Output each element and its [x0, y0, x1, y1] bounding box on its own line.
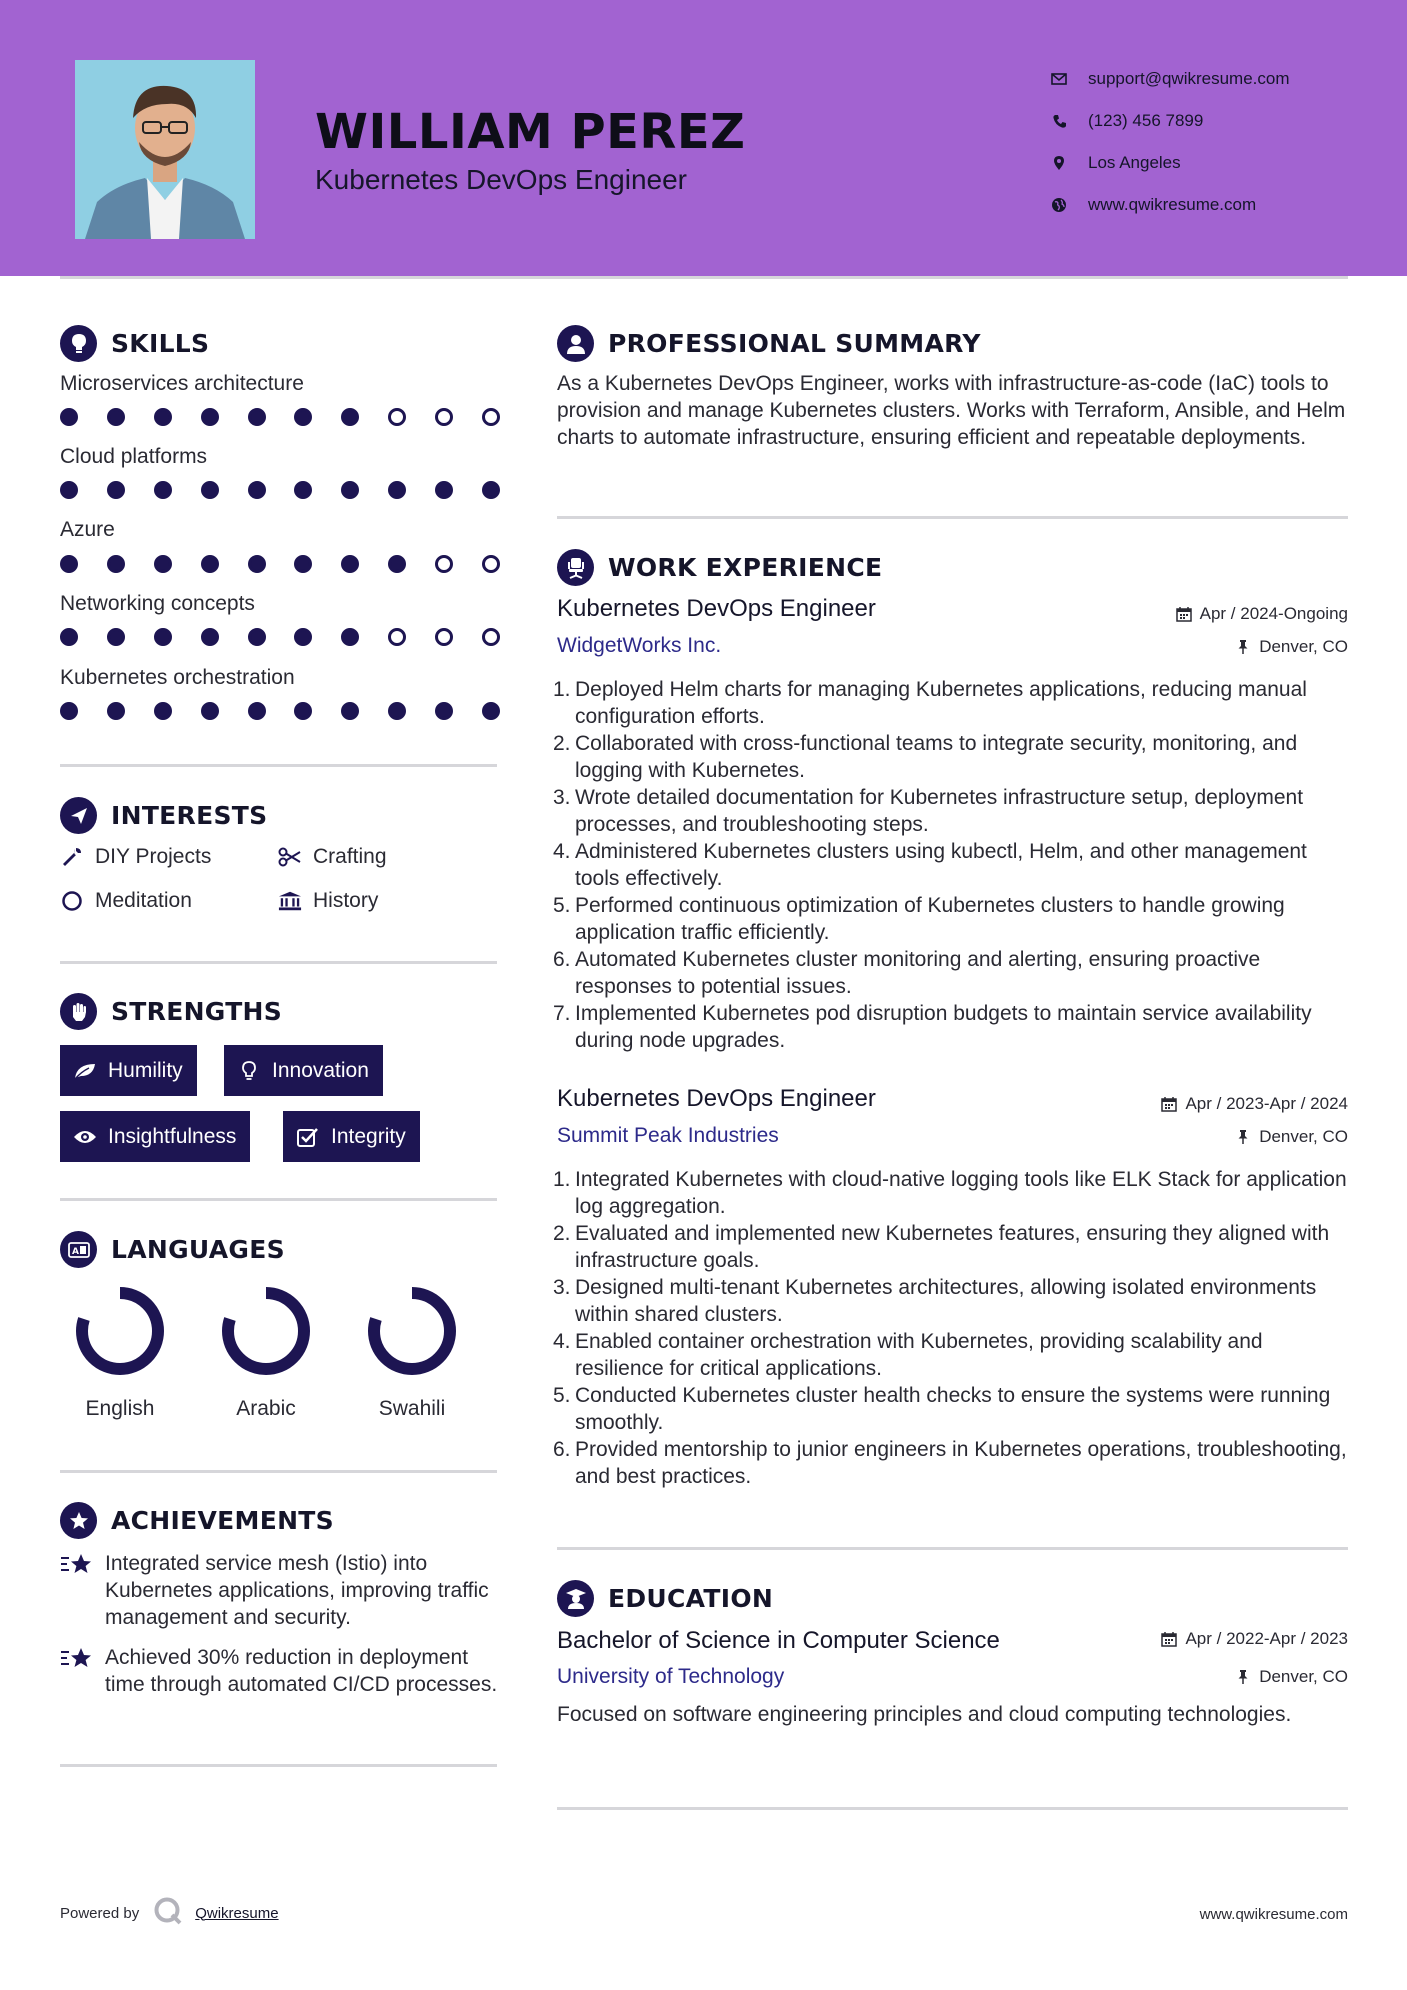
checkbox-icon	[295, 1126, 321, 1148]
job-duty-item	[553, 1436, 1353, 1490]
education-location-text: Denver, CO	[1259, 1667, 1348, 1686]
contact-phone-text: (123) 456 7899	[1088, 111, 1204, 130]
pushpin-icon	[1234, 1128, 1252, 1146]
star-badge-icon	[60, 1502, 97, 1539]
skill-dot-filled	[154, 628, 172, 646]
interest-item	[278, 889, 378, 913]
list-number: 4.	[553, 840, 571, 863]
profile-photo	[75, 60, 255, 239]
skill-dot-filled	[341, 481, 359, 499]
achievement-text: Integrated service mesh (Istio) into Kubernetes applications, improving traffic management and security.	[105, 1552, 489, 1629]
language-item	[50, 1285, 190, 1421]
job-dates	[1175, 604, 1348, 624]
contact-email-text: support@qwikresume.com	[1088, 69, 1290, 88]
contact-location	[1050, 142, 1290, 184]
contact-phone[interactable]	[1050, 100, 1290, 142]
interest-label: Meditation	[95, 889, 192, 912]
star-list-icon	[60, 1646, 94, 1698]
strength-tag	[60, 1045, 197, 1096]
job-location-text: Denver, CO	[1259, 637, 1348, 656]
contact-location-text: Los Angeles	[1088, 153, 1181, 172]
section-divider	[60, 1470, 497, 1473]
job-dates-text: Apr / 2023-Apr / 2024	[1185, 1094, 1348, 1113]
skill-dot-filled	[341, 702, 359, 720]
experience-heading	[557, 549, 882, 586]
skill-dot-empty	[388, 408, 406, 426]
calendar-icon	[1160, 1630, 1178, 1648]
skill-dot-filled	[154, 481, 172, 499]
section-divider	[60, 1764, 497, 1767]
job-duty-item	[553, 946, 1353, 1000]
globe-icon	[1050, 196, 1068, 214]
job-duties	[553, 1166, 1353, 1490]
skill-dot-filled	[201, 481, 219, 499]
languages-heading	[60, 1231, 285, 1268]
strength-label: Integrity	[331, 1124, 406, 1148]
language-level-arc	[82, 1293, 158, 1369]
eye-icon	[72, 1126, 98, 1148]
experience-title: WORK EXPERIENCE	[608, 553, 883, 582]
skill-dot-filled	[154, 702, 172, 720]
skill-dot-empty	[482, 628, 500, 646]
skill-label: Cloud platforms	[60, 445, 208, 468]
strength-label: Insightfulness	[108, 1124, 237, 1148]
list-number: 3.	[553, 786, 571, 809]
job-location	[1234, 1127, 1348, 1147]
summary-title: PROFESSIONAL SUMMARY	[608, 329, 981, 358]
job-duty-text: Integrated Kubernetes with cloud-native logging tools like ELK Stack for application log aggregation.	[575, 1168, 1347, 1218]
job-duty-text: Automated Kubernetes cluster monitoring and alerting, ensuring proactive responses to potential issues.	[575, 948, 1261, 998]
achievements-heading	[60, 1502, 334, 1539]
interests-heading	[60, 797, 267, 834]
strengths-title: STRENGTHS	[111, 997, 283, 1026]
section-divider	[60, 764, 497, 767]
strength-label: Innovation	[272, 1058, 369, 1082]
resume-header	[0, 0, 1407, 276]
skill-dot-empty	[482, 555, 500, 573]
skill-dot-filled	[341, 408, 359, 426]
skill-dot-filled	[294, 555, 312, 573]
summary-heading	[557, 325, 981, 362]
interest-label: History	[313, 889, 379, 912]
section-divider	[60, 1198, 497, 1201]
lightbulb-icon	[236, 1060, 262, 1082]
skill-dot-filled	[201, 702, 219, 720]
contact-website[interactable]	[1050, 184, 1290, 226]
job-duty-text: Designed multi-tenant Kubernetes architectures, allowing isolated environments within shared clusters.	[575, 1276, 1317, 1326]
skill-dot-filled	[248, 628, 266, 646]
job-title: Kubernetes DevOps Engineer	[557, 1085, 876, 1112]
job-duty-text: Evaluated and implemented new Kubernetes features, ensuring they aligned with infrastructure goals.	[575, 1222, 1330, 1272]
strengths-heading	[60, 993, 282, 1030]
section-divider	[60, 961, 497, 964]
job-company: Summit Peak Industries	[557, 1124, 779, 1147]
qwikresume-logo-icon	[153, 1896, 183, 1930]
skill-rating	[60, 702, 500, 720]
achievements-title: ACHIEVEMENTS	[111, 1506, 334, 1535]
skill-dot-filled	[388, 702, 406, 720]
contact-list	[1050, 58, 1290, 226]
skill-dot-filled	[388, 555, 406, 573]
skill-dot-filled	[482, 481, 500, 499]
achievement-text: Achieved 30% reduction in deployment time through automated CI/CD processes.	[105, 1646, 498, 1696]
skill-dot-filled	[294, 408, 312, 426]
education-dates-text: Apr / 2022-Apr / 2023	[1185, 1629, 1348, 1648]
language-label: English	[85, 1397, 155, 1420]
powered-by-text: Powered by	[60, 1904, 140, 1922]
job-duty-text: Performed continuous optimization of Kubernetes clusters to handle growing application traffic efficiently.	[575, 894, 1285, 944]
interest-label: Crafting	[313, 845, 387, 868]
museum-icon	[278, 889, 302, 913]
job-duty-text: Collaborated with cross-functional teams to integrate security, monitoring, and logging with Kubernetes.	[575, 732, 1298, 782]
job-duty-text: Provided mentorship to junior engineers in Kubernetes operations, troubleshooting, and best practices.	[575, 1438, 1347, 1488]
skill-dot-empty	[388, 628, 406, 646]
language-level-arc	[374, 1293, 450, 1369]
education-description: Focused on software engineering principles and cloud computing technologies.	[557, 1703, 1292, 1726]
education-title: EDUCATION	[608, 1584, 774, 1613]
language-gauge	[220, 1285, 312, 1377]
job-duty-item	[553, 784, 1353, 838]
degree-title: Bachelor of Science in Computer Science	[557, 1627, 1000, 1654]
raised-fist-icon	[60, 993, 97, 1030]
list-number: 7.	[553, 1002, 571, 1025]
education-heading	[557, 1580, 773, 1617]
job-duty-item	[553, 1328, 1353, 1382]
strength-tag	[60, 1111, 250, 1162]
skill-dot-empty	[435, 555, 453, 573]
language-gauge	[74, 1285, 166, 1377]
circle-icon	[60, 889, 84, 913]
leaf-icon	[72, 1060, 98, 1082]
skill-label: Networking concepts	[60, 592, 255, 615]
contact-website-text: www.qwikresume.com	[1088, 195, 1257, 214]
qwikresume-link[interactable]: Qwikresume	[195, 1904, 279, 1922]
graduate-icon	[557, 1580, 594, 1617]
strength-tag	[283, 1111, 420, 1162]
strength-label: Humility	[108, 1058, 183, 1082]
skill-rating	[60, 481, 500, 499]
education-dates	[1160, 1629, 1348, 1649]
star-list-icon	[60, 1552, 94, 1631]
skills-heading	[60, 325, 209, 362]
job-duty-item	[553, 1000, 1353, 1054]
summary-text: As a Kubernetes DevOps Engineer, works with infrastructure-as-code (IaC) tools to provision and manage Kubernetes clusters. Works with Terraform, Ansible, and Helm charts to automate infrastructure, ensuring efficient and repeatable deployments.	[557, 372, 1346, 449]
job-location	[1234, 637, 1348, 657]
skill-dot-filled	[201, 555, 219, 573]
job-company: WidgetWorks Inc.	[557, 634, 722, 657]
skill-dot-filled	[248, 408, 266, 426]
skill-dot-filled	[107, 408, 125, 426]
contact-email[interactable]	[1050, 58, 1290, 100]
skill-dot-filled	[107, 481, 125, 499]
skill-dot-filled	[60, 628, 78, 646]
interest-item	[278, 845, 387, 869]
footer-powered-by	[60, 1896, 279, 1930]
skill-dot-filled	[435, 702, 453, 720]
job-duty-item	[553, 838, 1353, 892]
list-number: 5.	[553, 894, 571, 917]
interest-item	[60, 845, 211, 869]
strength-tag	[224, 1045, 383, 1096]
list-number: 5.	[553, 1384, 571, 1407]
education-location	[1234, 1667, 1348, 1687]
language-gauge	[366, 1285, 458, 1377]
skill-dot-filled	[248, 702, 266, 720]
job-duty-item	[553, 1382, 1353, 1436]
skill-dot-filled	[248, 481, 266, 499]
skill-label: Microservices architecture	[60, 372, 304, 395]
wrench-icon	[60, 845, 84, 869]
skill-dot-empty	[435, 628, 453, 646]
skill-dot-filled	[107, 628, 125, 646]
header-divider	[60, 276, 1348, 279]
skill-dot-filled	[201, 628, 219, 646]
scissors-icon	[278, 845, 302, 869]
job-duty-item	[553, 730, 1353, 784]
section-divider	[557, 1547, 1348, 1550]
list-number: 4.	[553, 1330, 571, 1353]
job-duty-item	[553, 1220, 1353, 1274]
list-number: 2.	[553, 732, 571, 755]
section-divider	[557, 1807, 1348, 1810]
school-name: University of Technology	[557, 1665, 785, 1688]
job-dates-text: Apr / 2024-Ongoing	[1199, 604, 1348, 623]
skill-label: Kubernetes orchestration	[60, 666, 295, 689]
skill-dot-filled	[482, 702, 500, 720]
skill-label: Azure	[60, 518, 115, 541]
job-duty-item	[553, 1274, 1353, 1328]
skill-dot-empty	[482, 408, 500, 426]
office-chair-icon	[557, 549, 594, 586]
candidate-role: Kubernetes DevOps Engineer	[315, 164, 687, 195]
skill-dot-filled	[107, 555, 125, 573]
job-duty-text: Conducted Kubernetes cluster health checks to ensure the systems were running smoothly.	[575, 1384, 1331, 1434]
languages-title: LANGUAGES	[111, 1235, 285, 1264]
job-duty-text: Enabled container orchestration with Kubernetes, providing scalability and resilience for critical applications.	[575, 1330, 1263, 1380]
skill-dot-filled	[107, 702, 125, 720]
skill-dot-filled	[60, 702, 78, 720]
job-duty-text: Administered Kubernetes clusters using kubectl, Helm, and other management tools effectively.	[575, 840, 1307, 890]
language-level-arc	[228, 1293, 304, 1369]
interest-item	[60, 889, 192, 913]
achievement-item	[60, 1644, 500, 1698]
job-duties	[553, 676, 1353, 1054]
skill-dot-filled	[60, 555, 78, 573]
skill-dot-empty	[435, 408, 453, 426]
skill-dot-filled	[294, 628, 312, 646]
footer-website[interactable]: www.qwikresume.com	[1199, 1906, 1348, 1923]
paper-plane-icon	[60, 797, 97, 834]
language-label: Swahili	[378, 1397, 446, 1420]
skill-dot-filled	[154, 408, 172, 426]
language-item	[342, 1285, 482, 1421]
svg-text:A: A	[71, 1246, 79, 1257]
skill-rating	[60, 408, 500, 426]
achievement-item	[60, 1550, 500, 1631]
job-title: Kubernetes DevOps Engineer	[557, 595, 876, 622]
list-number: 6.	[553, 948, 571, 971]
job-duty-item	[553, 1166, 1353, 1220]
skill-dot-filled	[248, 555, 266, 573]
calendar-icon	[1175, 605, 1193, 623]
skill-dot-filled	[201, 408, 219, 426]
skill-dot-filled	[388, 481, 406, 499]
list-number: 1.	[553, 1168, 571, 1191]
list-number: 3.	[553, 1276, 571, 1299]
job-location-text: Denver, CO	[1259, 1127, 1348, 1146]
map-pin-icon	[1050, 154, 1068, 172]
skill-dot-filled	[154, 555, 172, 573]
language-icon	[60, 1231, 97, 1268]
envelope-icon	[1050, 70, 1068, 88]
job-dates	[1160, 1094, 1348, 1114]
job-duty-text: Wrote detailed documentation for Kubernetes infrastructure setup, deployment processes, and troubleshooting steps.	[575, 786, 1304, 836]
skill-dot-filled	[60, 481, 78, 499]
lightbulb-icon	[60, 325, 97, 362]
skill-dot-filled	[435, 481, 453, 499]
section-divider	[557, 516, 1348, 519]
user-icon	[557, 325, 594, 362]
job-duty-text: Deployed Helm charts for managing Kubernetes applications, reducing manual configuration efforts.	[575, 678, 1307, 728]
list-number: 2.	[553, 1222, 571, 1245]
skill-rating	[60, 628, 500, 646]
skill-dot-filled	[294, 702, 312, 720]
skill-rating	[60, 555, 500, 573]
skills-title: SKILLS	[111, 329, 210, 358]
pushpin-icon	[1234, 1668, 1252, 1686]
job-duty-item	[553, 676, 1353, 730]
skill-dot-filled	[294, 481, 312, 499]
phone-icon	[1050, 112, 1068, 130]
language-label: Arabic	[236, 1397, 296, 1420]
list-number: 6.	[553, 1438, 571, 1461]
pushpin-icon	[1234, 638, 1252, 656]
list-number: 1.	[553, 678, 571, 701]
calendar-icon	[1160, 1095, 1178, 1113]
skill-dot-filled	[341, 628, 359, 646]
interests-title: INTERESTS	[111, 801, 268, 830]
language-item	[196, 1285, 336, 1421]
interest-label: DIY Projects	[95, 845, 212, 868]
job-duty-text: Implemented Kubernetes pod disruption budgets to maintain service availability during node upgrades.	[575, 1002, 1312, 1052]
job-duty-item	[553, 892, 1353, 946]
skill-dot-filled	[341, 555, 359, 573]
skill-dot-filled	[60, 408, 78, 426]
candidate-name: WILLIAM PEREZ	[315, 104, 746, 160]
